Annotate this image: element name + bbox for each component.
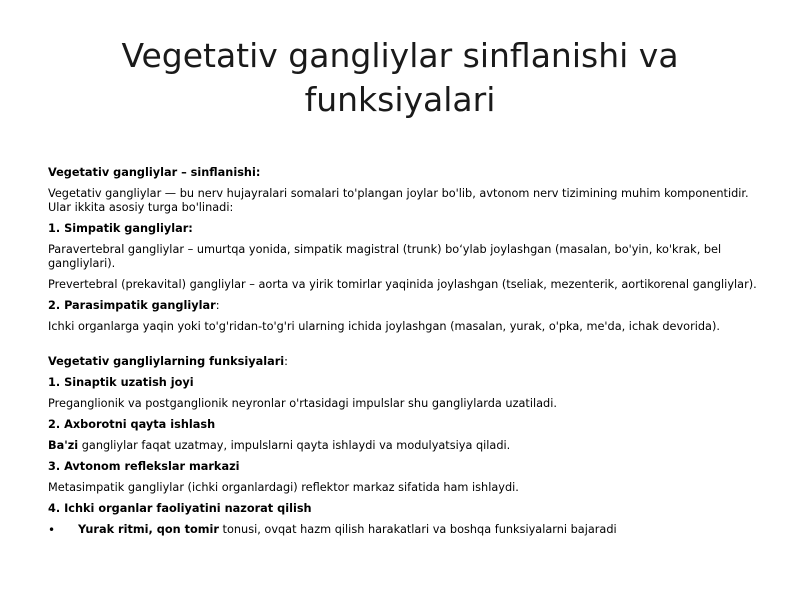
function-3-heading: 3. Avtonom reflekslar markazi <box>48 460 240 473</box>
slide-title <box>80 34 720 122</box>
classification-heading: Vegetativ gangliylar – sinflanishi: <box>48 166 261 179</box>
paravertebral-text: Paravertebral gangliylar – umurtqa yonida, simpatik magistral (trunk) bo‘ylab joylashgan (masalan, bo'yin, ko'krak, bel gangliylari). <box>48 243 722 270</box>
bullet-bold: Yurak ritmi, qon tomir <box>78 523 219 536</box>
bullet-text <box>78 523 617 537</box>
function-3-text: Metasimpatik gangliylar (ichki organlardagi) reflektor markaz sifatida ham ishlaydi. <box>48 481 519 494</box>
parasympathetic-heading <box>48 299 760 313</box>
function-4-bullet <box>48 523 760 537</box>
function-1-text: Preganglionik va postganglionik neyronlar o'rtasidagi impulslar shu gangliylarda uzatiladi. <box>48 397 557 410</box>
function-1-heading: 1. Sinaptik uzatish joyi <box>48 376 194 389</box>
function-2-text <box>48 439 760 453</box>
prevertebral-text: Prevertebral (prekavital) gangliylar – aorta va yirik tomirlar yaqinida joylashgan (tseliak, mezenterik, aortikorenal gangliylar). <box>48 278 757 291</box>
function-2-heading: 2. Axborotni qayta ishlash <box>48 418 216 431</box>
bullet-rest: tonusi, ovqat hazm qilish harakatlari va boshqa funksiyalarni bajaradi <box>218 523 617 536</box>
parasympathetic-heading-text: 2. Parasimpatik gangliylar <box>48 299 216 312</box>
function-4-heading: 4. Ichki organlar faoliyatini nazorat qilish <box>48 502 312 515</box>
sympathetic-heading: 1. Simpatik gangliylar: <box>48 222 193 235</box>
parasympathetic-text: Ichki organlarga yaqin yoki to'g'ridan-to'g'ri ularning ichida joylashgan (masalan, yurak, o'pka, me'da, ichak devorida). <box>48 320 720 333</box>
title-line-2: funksiyalari <box>304 80 496 119</box>
parasympathetic-heading-colon: : <box>215 299 220 312</box>
bullet-dot-icon: • <box>48 523 56 537</box>
classification-intro: Vegetativ gangliylar — bu nerv hujayralari somalari to'plangan joylar bo'lib, avtonom nerv tizimining muhim komponentidir. Ular ikkita asosiy turga bo'linadi: <box>48 187 749 214</box>
function-2-rest: gangliylar faqat uzatmay, impulslarni qayta ishlaydi va modulyatsiya qiladi. <box>78 439 511 452</box>
title-line-1: Vegetativ gangliylar sinflanishi va <box>121 36 679 75</box>
functions-heading-text: Vegetativ gangliylarning funksiyalari <box>48 355 285 368</box>
function-2-bold: Ba'zi <box>48 439 79 452</box>
functions-heading <box>48 355 760 369</box>
functions-heading-colon: : <box>284 355 288 368</box>
section-gap <box>48 341 760 355</box>
slide-body <box>48 166 760 537</box>
